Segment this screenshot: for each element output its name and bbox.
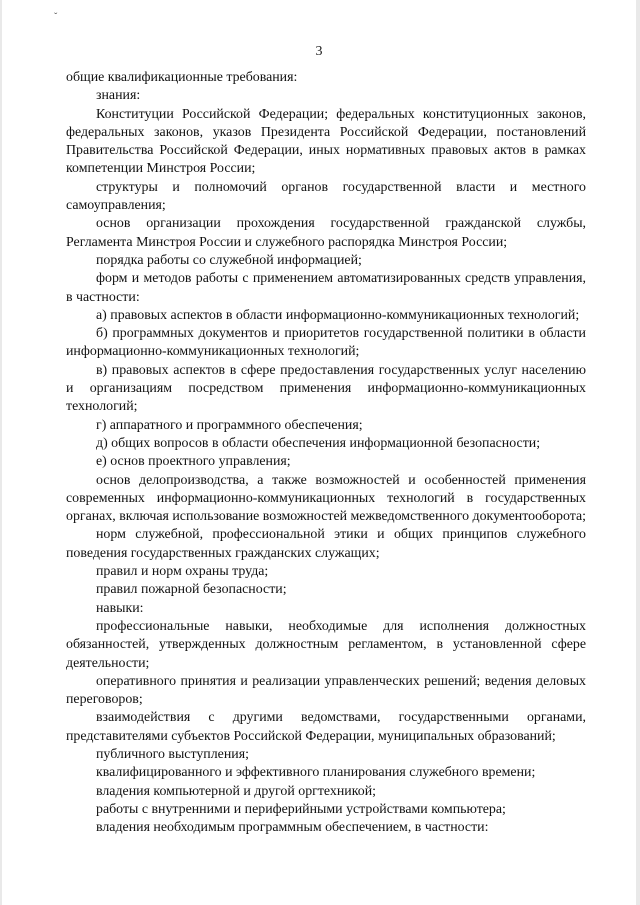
paragraph: Конституции Российской Федерации; федеральных конституционных законов, федеральных законов, указов Президента Российской Федерации, постановлений Правительства Российской Федерации, иных нормативных правовых актов в рамках компетенции Минстроя России; [66,106,586,177]
paragraph: основ делопроизводства, а также возможностей и особенностей применения современных информационно-коммуникационных технологий в государственных органах, включая использование возможностей межведомственного документооборота; [66,472,587,525]
paragraph: общие квалификационные требования: [66,70,298,85]
document-page [2,0,636,905]
paragraph: работы с внутренними и периферийными устройствами компьютера; [96,801,506,817]
paragraph: норм служебной, профессиональной этики и общих принципов служебного поведения государственных гражданских служащих; [66,527,586,561]
paragraph: правил пожарной безопасности; [96,582,287,598]
paragraph: д) общих вопросов в области обеспечения информационной безопасности; [96,435,541,451]
paragraph: квалифицированного и эффективного планирования служебного времени; [96,765,536,781]
paragraph: а) правовых аспектов в области информационно-коммуникационных технологий; [96,307,580,323]
paragraph: взаимодействия с другими ведомствами, государственными органами, представителями субъектов Российской Федерации, муниципальных образований; [66,710,586,744]
paragraph: владения необходимым программным обеспечением, в частности: [96,820,489,836]
paragraph: публичного выступления; [96,746,249,762]
paragraph: е) основ проектного управления; [96,454,291,470]
paragraph: в) правовых аспектов в сфере предоставления государственных услуг населению и организациям посредством применения информационно-коммуникационных технологий; [66,362,586,415]
paragraph: структуры и полномочий органов государственной власти и местного самоуправления; [66,179,586,214]
scan-mark: ˇ [54,12,58,23]
document-body [66,69,586,837]
paragraph: навыки: [96,600,144,616]
paragraph: владения компьютерной и другой оргтехникой; [96,783,376,799]
page-number: 3 [315,44,323,59]
paragraph: профессиональные навыки, необходимые для исполнения должностных обязанностей, утвержденных должностным регламентом, в установленной сфере деятельности; [66,618,586,671]
paragraph: г) аппаратного и программного обеспечения; [96,417,363,433]
paragraph: б) программных документов и приоритетов государственной политики в области информационно-коммуникационных технологий; [66,326,586,360]
paragraph: знания: [96,88,141,104]
paragraph: основ организации прохождения государственной гражданской службы, Регламента Минстроя России и служебного распорядка Минстроя России; [66,216,586,250]
paragraph: порядка работы со служебной информацией; [96,252,362,268]
paragraph: правил и норм охраны труда; [96,564,269,580]
paragraph: оперативного принятия и реализации управленческих решений; ведения деловых переговоров; [66,673,586,708]
paragraph: форм и методов работы с применением автоматизированных средств управления, в частности: [66,271,586,305]
